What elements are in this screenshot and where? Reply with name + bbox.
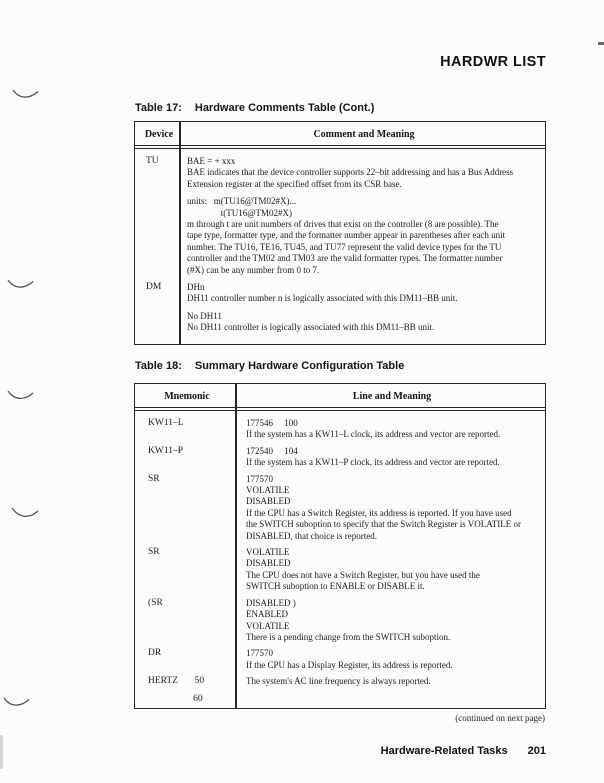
text-line: BAE = + xxx (187, 156, 236, 166)
text-line: SR (148, 473, 160, 484)
device-column-header: Device (144, 129, 174, 140)
comment-cell (179, 282, 545, 334)
text-line: KW11–P (148, 445, 184, 456)
mnemonic-cell (135, 598, 235, 644)
table18-title-label: Table 18: (135, 360, 182, 372)
table-body (135, 411, 545, 705)
text-line: DISABLED, that choice is reported. (246, 530, 377, 541)
device-cell (135, 282, 179, 334)
margin-pen-mark (3, 694, 31, 711)
text-line: VOLATILE (246, 620, 290, 631)
table-row-dr (135, 648, 545, 671)
text-line: If the CPU has a Switch Register, its address is reported. If you have used (246, 507, 512, 518)
text-line: HERTZ 50 (148, 676, 205, 687)
text-line: tape type, formatter type, and the formatter number appear in parentheses after each unit (187, 230, 506, 241)
text-line: (#X) can be any number from 0 to 7. (187, 264, 320, 275)
summary-hardware-configuration-table (134, 383, 546, 709)
margin-pen-mark (7, 276, 35, 293)
text-line: 177570 (246, 473, 273, 484)
text-line: DR (148, 648, 162, 659)
text-line: DISABLED ) (246, 597, 296, 608)
mnemonic-cell (135, 446, 235, 469)
text-line: The CPU does not have a Switch Register, but you have used the (246, 569, 480, 580)
text-line: If the system has a KW11–P clock, its address and vector are reported. (246, 457, 500, 468)
text-line: VOLATILE (246, 485, 290, 496)
table-row-hertz (135, 676, 545, 705)
table17-title (135, 102, 374, 114)
table18-title (135, 360, 404, 372)
table-header-row (135, 122, 545, 146)
page-number: 201 (527, 745, 546, 757)
text-line: t(TU16@TM02#X) (187, 207, 293, 218)
table-body (135, 149, 545, 334)
table-row-sr-paren (135, 598, 545, 644)
text-line: controller and the TM02 and TM03 are the valid formatter types. The formatter number (187, 253, 503, 264)
meaning-cell (235, 446, 545, 469)
page-footer (381, 745, 546, 757)
text-line: the SWITCH suboption to specify that the Switch Register is VOLATILE or (246, 519, 522, 530)
text-line: 172540 104 (246, 445, 298, 456)
text-line: SWITCH suboption to ENABLE or DISABLE it. (246, 581, 425, 592)
mnemonic-column-header: Mnemonic (164, 391, 210, 402)
text-line: DH11 controller number n is logically associated with this DM11–BB unit. (187, 293, 458, 304)
footer-section-title: Hardware-Related Tasks (380, 745, 508, 757)
text-line: No DH11 controller is logically associated with this DM11–BB unit. (187, 322, 435, 333)
table17-title-text: Hardware Comments Table (Cont.) (194, 102, 375, 114)
meaning-cell (235, 418, 545, 441)
device-label: DM (146, 282, 162, 293)
mnemonic-cell (135, 547, 235, 593)
device-label: TU (146, 156, 159, 166)
text-line: 177570 (246, 648, 273, 659)
text-line: BAE indicates that the device controller supports 22–bit addressing and has a Bus Address (187, 167, 514, 178)
meaning-cell (235, 676, 545, 705)
text-line: m through t are unit numbers of drives that exist on the controller (8 are possible). The (187, 219, 499, 230)
meaning-cell (235, 648, 545, 671)
text-line: There is a pending change from the SWITCH suboption. (246, 631, 451, 642)
table-row-sr-1 (135, 474, 545, 542)
text-line: VOLATILE (246, 547, 290, 558)
table-row-tu (135, 156, 545, 276)
scan-artifact (598, 42, 604, 45)
table-row-kw11l (135, 418, 545, 441)
meaning-cell (235, 547, 545, 593)
continued-note: (continued on next page) (455, 713, 545, 723)
text-line: 177546 100 (246, 418, 298, 428)
margin-pen-mark (12, 86, 40, 103)
table-row-dm (135, 282, 545, 334)
text-line: DISABLED (246, 558, 291, 569)
text-line: SR (148, 547, 160, 558)
mnemonic-cell (135, 676, 235, 705)
text-line: DISABLED (246, 496, 291, 507)
hardware-comments-table (134, 121, 546, 345)
running-head: HARDWR LIST (440, 54, 546, 70)
text-line: If the CPU has a Display Register, its address is reported. (246, 659, 453, 670)
column-divider (235, 384, 237, 708)
text-line: number. The TU16, TE16, TU45, and TU77 represent the valid device types for the TU (187, 241, 502, 252)
line-meaning-column-header: Line and Meaning (352, 391, 432, 402)
comment-cell (179, 156, 545, 276)
text-line: Extension register at the specified offset from its CSR base. (187, 178, 402, 189)
mnemonic-cell (135, 648, 235, 671)
margin-pen-mark (7, 388, 35, 405)
text-line: 60 (148, 693, 203, 704)
table17-title-label: Table 17: (135, 102, 182, 114)
text-line: The system's AC line frequency is always reported. (246, 676, 431, 687)
table-row-sr-2 (135, 547, 545, 593)
mnemonic-cell (135, 418, 235, 441)
meaning-cell (235, 474, 545, 542)
scan-artifact (0, 735, 3, 769)
text-line: KW11–L (148, 418, 184, 428)
device-cell (135, 156, 179, 276)
text-line: If the system has a KW11–L clock, its address and vector are reported. (246, 429, 501, 440)
text-line: No DH11 (187, 310, 222, 321)
mnemonic-cell (135, 474, 235, 542)
margin-pen-mark (11, 505, 39, 522)
comment-column-header: Comment and Meaning (313, 129, 415, 140)
text-line: (SR (148, 597, 163, 608)
column-divider (179, 122, 181, 344)
table-header-row (135, 384, 545, 408)
table-row-kw11p (135, 446, 545, 469)
table18-title-text: Summary Hardware Configuration Table (194, 360, 405, 372)
meaning-cell (235, 598, 545, 644)
text-line: units: m(TU16@TM02#X)... (187, 196, 297, 207)
text-line: ENABLED (246, 609, 288, 620)
text-line: DHn (187, 282, 205, 293)
